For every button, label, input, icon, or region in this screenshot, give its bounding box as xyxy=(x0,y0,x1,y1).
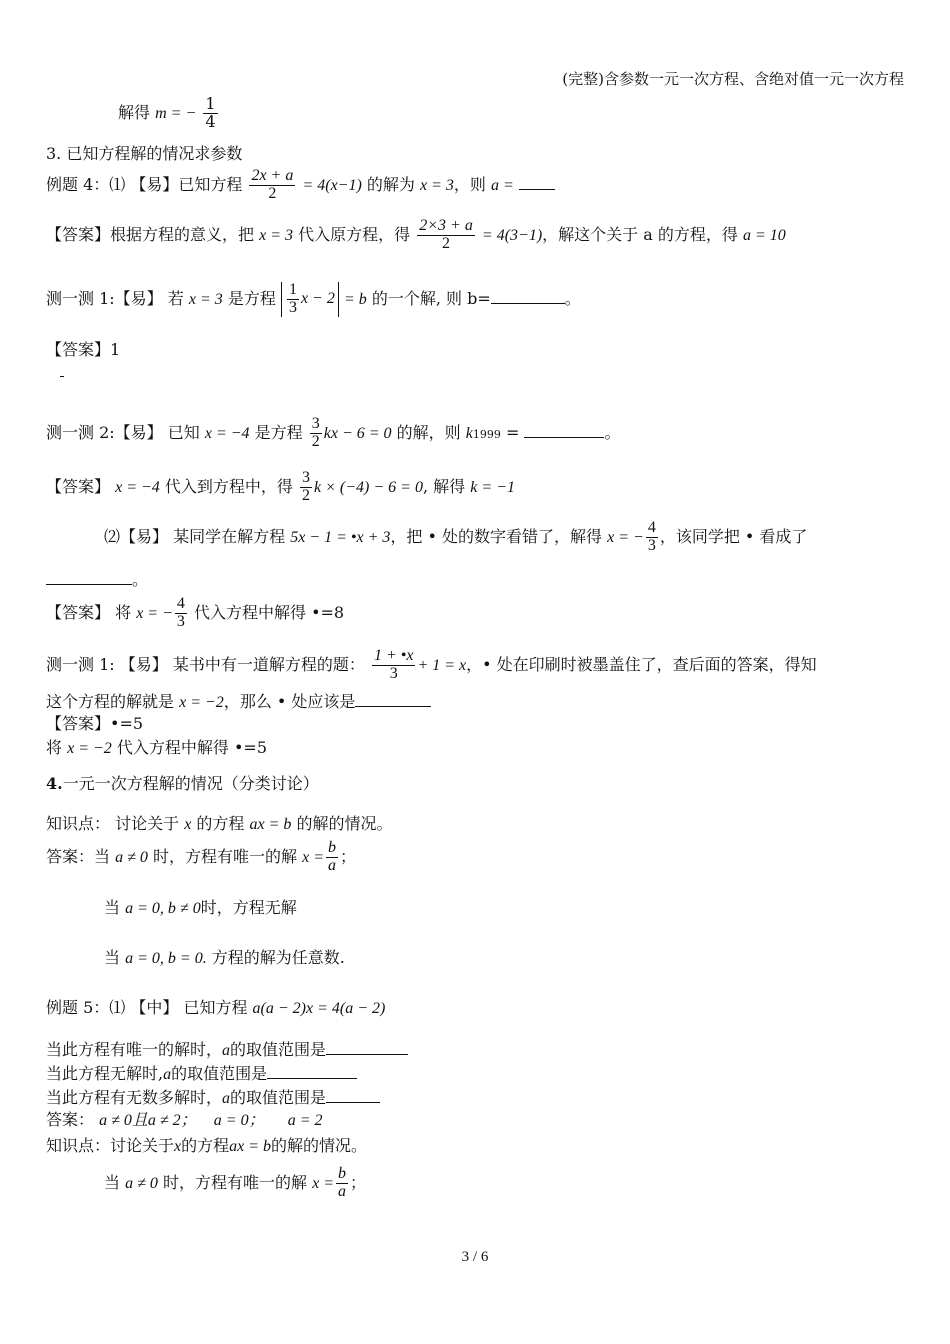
test-1b: 测一测 1: 【易】 某书中有一道解方程的题： $\frac{1 + •x}{3}$ + 1 = x，• 处在印刷时被墨盖住了，查后面的答案，得知 xyxy=(46,647,817,682)
test-2: 测一测 2:【易】 已知 x = −4 是方程 $\frac{3}{2}$ kx − 6 = 0 的解，则 k1999 = 。 xyxy=(46,415,621,450)
solution-line: 解得 m = − $\frac{1}{4}$ xyxy=(118,94,216,131)
fraction: $\frac{b}{a}$ xyxy=(328,839,336,874)
knowledge-point-2: 知识点：讨论关于x的方程ax = b的解的情况。 xyxy=(46,1136,368,1155)
answer-blank xyxy=(267,1064,357,1079)
answer-test-1b: 【答案】•=5 xyxy=(46,714,144,733)
test-1b-line2: 这个方程的解就是 x = −2，那么 • 处应该是 xyxy=(46,692,431,711)
fraction: $\frac{1 + •x}{3}$ xyxy=(373,647,414,682)
answer-blank xyxy=(355,692,431,707)
fraction: $\frac{b}{a}$ xyxy=(338,1165,346,1200)
fraction: $\frac{2x + a}{2}$ xyxy=(251,167,294,202)
header-title: (完整)含参数一元一次方程、含绝对值一元一次方程 xyxy=(562,70,904,88)
section-3-title: 3. 已知方程解的情况求参数 xyxy=(46,144,243,163)
answer-test-1: 【答案】1 xyxy=(46,340,121,359)
answer-blank xyxy=(491,289,565,304)
answer-5: 答案： a ≠ 0且a ≠ 2； a = 0； a = 2 xyxy=(46,1110,323,1129)
test-1: 测一测 1:【易】 若 x = 3 是方程 $\frac{1}{3}$ x − 2 = b 的一个解, 则 b= 。 xyxy=(46,281,581,316)
example-4: 例题 4：⑴ 【易】已知方程 $\frac{2x + a}{2}$ = 4(x−1) 的解为 x = 3，则 a = xyxy=(46,168,555,203)
answer-kp1: 答案：当 a ≠ 0 时，方程有唯一的解 x = $\frac{b}{a}$ ； xyxy=(46,839,357,874)
answer-test-1-detail xyxy=(58,368,66,385)
absolute-value: $\frac{1}{3}$ x − 2 xyxy=(281,282,339,317)
fraction: $\frac{3}{2}$ xyxy=(302,469,311,504)
fraction: $\frac{4}{3}$ xyxy=(647,519,656,554)
fraction: $\frac{3}{2}$ xyxy=(311,415,320,450)
example-5-q1: 当此方程有唯一的解时，a的取值范围是 xyxy=(46,1040,408,1059)
fraction: $\frac{1}{4}$ xyxy=(205,94,216,131)
answer-blank xyxy=(326,1088,380,1103)
question-2-blank: 。 xyxy=(46,570,148,588)
answer-4: 【答案】根据方程的意义，把 x = 3 代入原方程，得 $\frac{2\times 3 + a}{2}$ = 4(3−1)，解这个关于 a 的方程，得 a = 10 xyxy=(46,217,786,252)
example-5: 例题 5：⑴ 【中】 已知方程 a(a − 2)x = 4(a − 2) xyxy=(46,998,386,1017)
answer-blank xyxy=(524,423,604,438)
question-2: ⑵【易】 某同学在解方程 5x − 1 = •x + 3，把 • 处的数字看错了，解得 x = − $\frac{4}{3}$ ，该同学把 • 看成了 xyxy=(104,519,808,554)
answer-question-2: 【答案】 将 x = − $\frac{4}{3}$ 代入方程中解得 •=8 xyxy=(46,595,345,630)
case-no-solution: 当 a = 0, b ≠ 0时，方程无解 xyxy=(104,898,297,917)
answer-test-1b-detail: 将 x = −2 代入方程中解得 •=5 xyxy=(46,738,268,757)
answer-blank xyxy=(46,570,132,585)
answer-blank xyxy=(519,175,555,190)
answer-blank xyxy=(326,1040,408,1055)
fraction xyxy=(60,376,64,377)
page-number: 3 / 6 xyxy=(461,1249,489,1265)
answer-test-2: 【答案】 x = −4 代入到方程中，得 $\frac{3}{2}$ k × (−4) − 6 = 0, 解得 k = −1 xyxy=(46,469,515,504)
example-5-q2: 当此方程无解时,a的取值范围是 xyxy=(46,1064,357,1083)
fraction: $\frac{4}{3}$ xyxy=(176,595,185,630)
example-5-q3: 当此方程有无数多解时，a的取值范围是 xyxy=(46,1088,380,1107)
section-4-title: 4.一元一次方程解的情况（分类讨论） xyxy=(46,774,319,793)
knowledge-point-1: 知识点： 讨论关于 x 的方程 ax = b 的解的情况。 xyxy=(46,814,393,833)
knowledge-point-2-case: 当 a ≠ 0 时，方程有唯一的解 x = $\frac{b}{a}$ ； xyxy=(104,1165,367,1200)
case-any-solution: 当 a = 0, b = 0. 方程的解为任意数. xyxy=(104,948,345,967)
fraction: $\frac{1}{3}$ xyxy=(288,281,297,316)
fraction: $\frac{2\times 3 + a}{2}$ xyxy=(419,217,473,252)
